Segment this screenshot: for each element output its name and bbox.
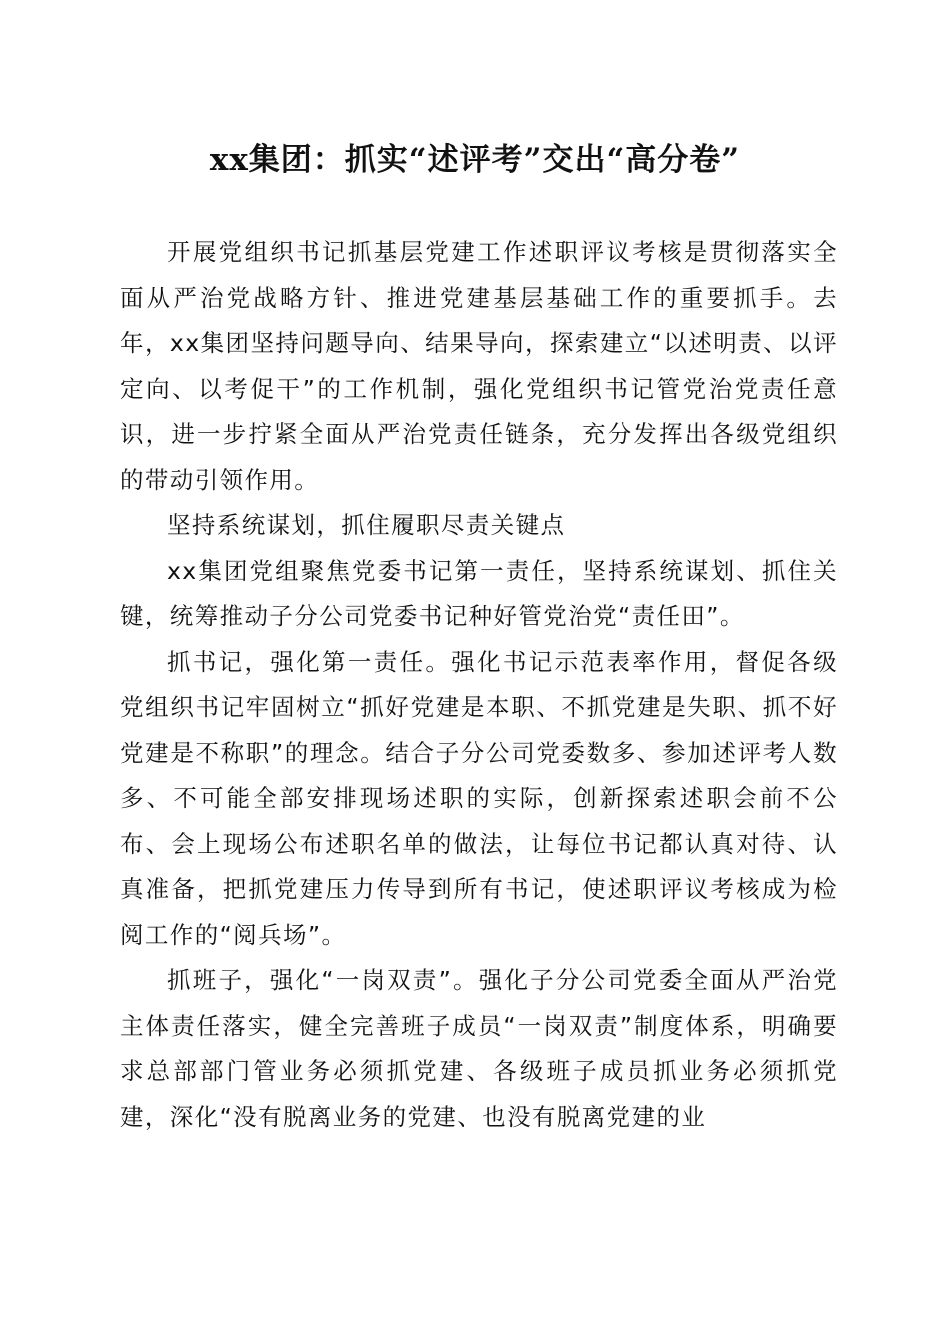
paragraph-secretary: 抓书记，强化第一责任。强化书记示范表率作用，督促各级党组织书记牢固树立“抓好党建是本职、不抓党建是失职、抓不好党建是不称职”的理念。结合子分公司党委数多、参加述评考人数多、不可能全部安排现场述职的实际，创新探索述职会前不公布、会上现场公布述职名单的做法，让每位书记都认真对待、认真准备，把抓党建压力传导到所有书记，使述职评议考核成为检阅工作的“阅兵场”。 — [120, 647, 838, 949]
document-title: xx集团：抓实“述评考”交出“高分卷” — [209, 142, 741, 178]
paragraph-overview: xx集团党组聚焦党委书记第一责任，坚持系统谋划、抓住关键，统筹推动子分公司党委书记种好管党治党“责任田”。 — [120, 556, 838, 630]
section-heading: 坚持系统谋划，抓住履职尽责关键点 — [167, 511, 566, 539]
paragraph-team: 抓班子，强化“一岗双责”。强化子分公司党委全面从严治党主体责任落实，健全完善班子成员“一岗双责”制度体系，明确要求总部部门管业务必须抓党建、各级班子成员抓业务必须抓党建，深化“没有脱离业务的党建、也没有脱离党建的业 — [120, 966, 838, 1131]
paragraph-intro: 开展党组织书记抓基层党建工作述职评议考核是贯彻落实全面从严治党战略方针、推进党建基层基础工作的重要抓手。去年，xx集团坚持问题导向、结果导向，探索建立“以述明责、以评定向、以考促干”的工作机制，强化党组织书记管党治党责任意识，进一步拧紧全面从严治党责任链条，充分发挥出各级党组织的带动引领作用。 — [120, 238, 838, 494]
document-body — [120, 230, 838, 1140]
